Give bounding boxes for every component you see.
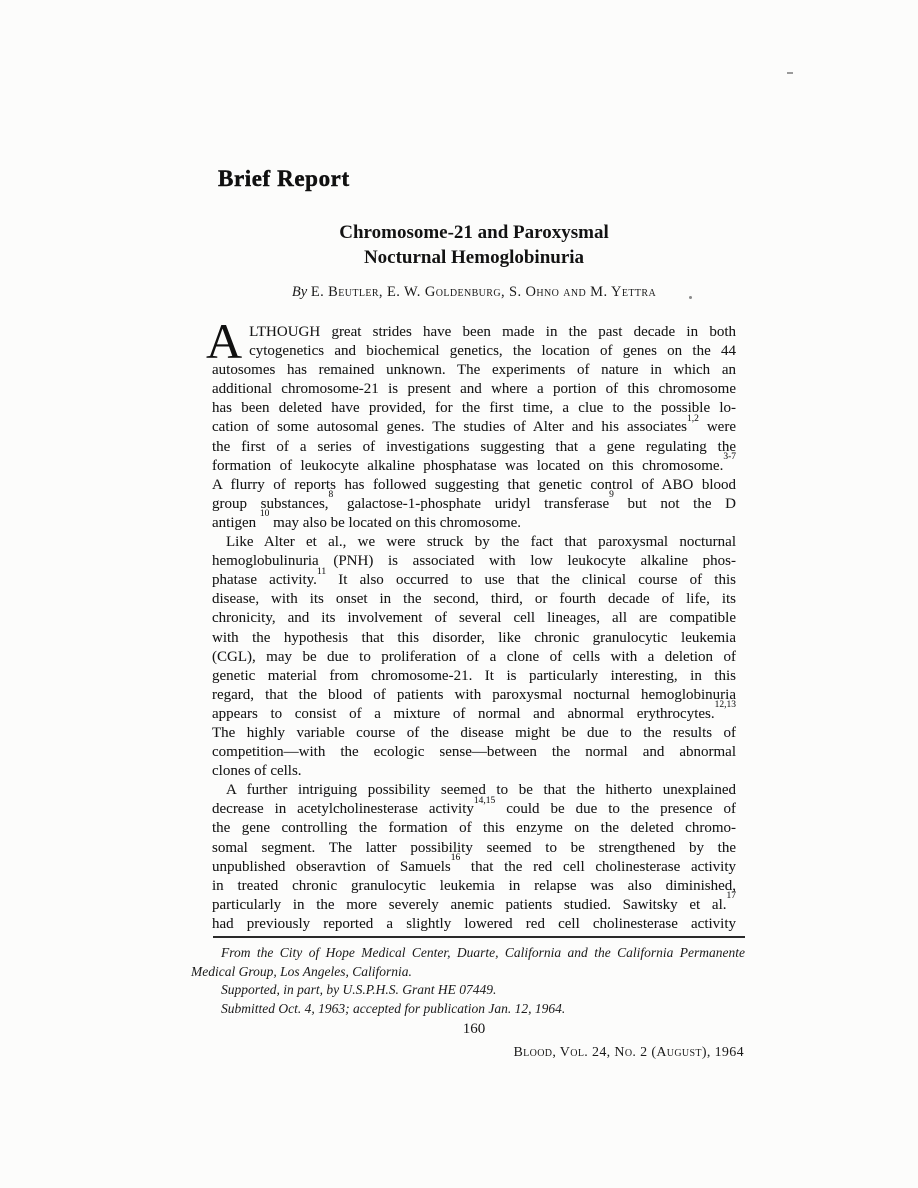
text-line: with the hypothesis that this disorder, like chronic granulocytic leukemia (212, 629, 736, 646)
article-title (212, 221, 736, 270)
journal-citation: Blood, Vol. 24, No. 2 (August), 1964 (513, 1045, 744, 1060)
body-paragraph (212, 781, 736, 934)
text-line: somal segment. The latter possibility seemed to be strengthened by the (212, 839, 736, 856)
text-line: A flurry of reports has followed suggesting that genetic control of ABO blood (212, 476, 736, 493)
byline-prefix: By (291, 284, 308, 300)
text-line: appears to consist of a mixture of normal and abnormal erythrocytes.$^{12,13}$ (212, 700, 736, 722)
text-line: group substances,$^8$ galactose-1-phosphate uridyl transferase$^9$ but not the D (212, 490, 736, 512)
text-line: Like Alter et al., we were struck by the fact that paroxysmal nocturnal (226, 534, 736, 551)
section-label: Brief Report (218, 166, 350, 191)
text-line: Submitted Oct. 4, 1963; accepted for publication Jan. 12, 1964. (221, 1000, 566, 1016)
text-line: LTHOUGH great strides have been made in the past decade in both (249, 324, 736, 340)
footnote-paragraph (191, 981, 745, 1000)
text-line: antigen $^{10}$ may also be located on this chromosome. (212, 509, 522, 531)
article-title-line-2: Nocturnal Hemoglobinuria (363, 246, 585, 268)
scan-artifact-speck (787, 72, 793, 74)
text-line: additional chromosome-21 is present and where a portion of this chromosome (212, 381, 736, 398)
text-line: disease, with its onset in the second, third, or fourth decade of life, its (212, 591, 736, 608)
page-number: 160 (462, 1021, 486, 1037)
byline (212, 284, 736, 301)
text-line: Supported, in part, by U.S.P.H.S. Grant HE 07449. (221, 982, 497, 998)
text-line: (CGL), may be due to proliferation of a clone of cells with a deletion of (212, 648, 736, 665)
text-line: From the City of Hope Medical Center, Duarte, California and the California Permanente (221, 945, 745, 960)
text-line: regard, that the blood of patients with paroxysmal nocturnal hemoglobinuria (212, 686, 736, 703)
text-line: hemoglobulinuria (PNH) is associated with low leukocyte alkaline phos- (212, 553, 736, 570)
text-line: particularly in the more severely anemic patients studied. Sawitsky et al.$^{17}$ (212, 891, 736, 913)
footnote-paragraph (191, 944, 745, 981)
text-line: cytogenetics and biochemical genetics, the location of genes on the 44 (249, 343, 736, 360)
text-line: phatase activity.$^{11}$ It also occurred to use that the clinical course of this (212, 566, 736, 589)
text-line: clones of cells. (212, 763, 302, 780)
footnotes (191, 944, 745, 1018)
text-line: the gene controlling the formation of this enzyme on the deleted chromo- (212, 820, 736, 837)
footnote-paragraph (191, 1000, 745, 1019)
text-line: Medical Group, Los Angeles, California. (191, 963, 412, 979)
text-line: has been deleted have provided, for the first time, a clue to the possible lo- (212, 400, 736, 417)
text-line: unpublished obseravtion of Samuels$^{16}$ that the red cell cholinesterase activity (212, 853, 736, 875)
text-line: The highly variable course of the disease might be due to the results of (212, 724, 736, 741)
text-line: competition—with the ecologic sense—between the normal and abnormal (212, 744, 736, 761)
byline-authors: E. Beutler, E. W. Goldenburg, S. Ohno and M. Yettra (310, 284, 657, 300)
text-line: decrease in acetylcholinesterase activity$^{14,15}$ could be due to the presence of (212, 795, 736, 818)
footnote-rule (213, 936, 745, 938)
text-line: formation of leukocyte alkaline phosphatase was located on this chromosome.$^{3-7}$ (212, 452, 736, 474)
text-line: autosomes has remained unknown. The experiments of nature in which an (212, 362, 736, 379)
body-paragraph (212, 533, 736, 781)
text-line: in treated chronic granulocytic leukemia in relapse was also diminished, (212, 877, 736, 894)
text-line: A further intriguing possibility seemed to be that the hitherto unexplained (226, 782, 736, 799)
body-paragraph (206, 313, 736, 533)
text-line: the first of a series of investigations suggesting that a gene regulating the (212, 438, 736, 455)
text-line: genetic material from chromosome-21. It is particularly interesting, in this (212, 667, 736, 684)
drop-cap: A (206, 313, 243, 369)
text-line: cation of some autosomal genes. The studies of Alter and his associates$^{1,2}$ were (212, 413, 736, 436)
article-body (206, 313, 736, 934)
article-title-line-1: Chromosome-21 and Paroxysmal (339, 222, 609, 243)
text-line: had previously reported a slightly lowered red cell cholinesterase activity (212, 915, 736, 932)
text-line: chronicity, and its involvement of several cell lineages, all are compatible (212, 610, 736, 627)
